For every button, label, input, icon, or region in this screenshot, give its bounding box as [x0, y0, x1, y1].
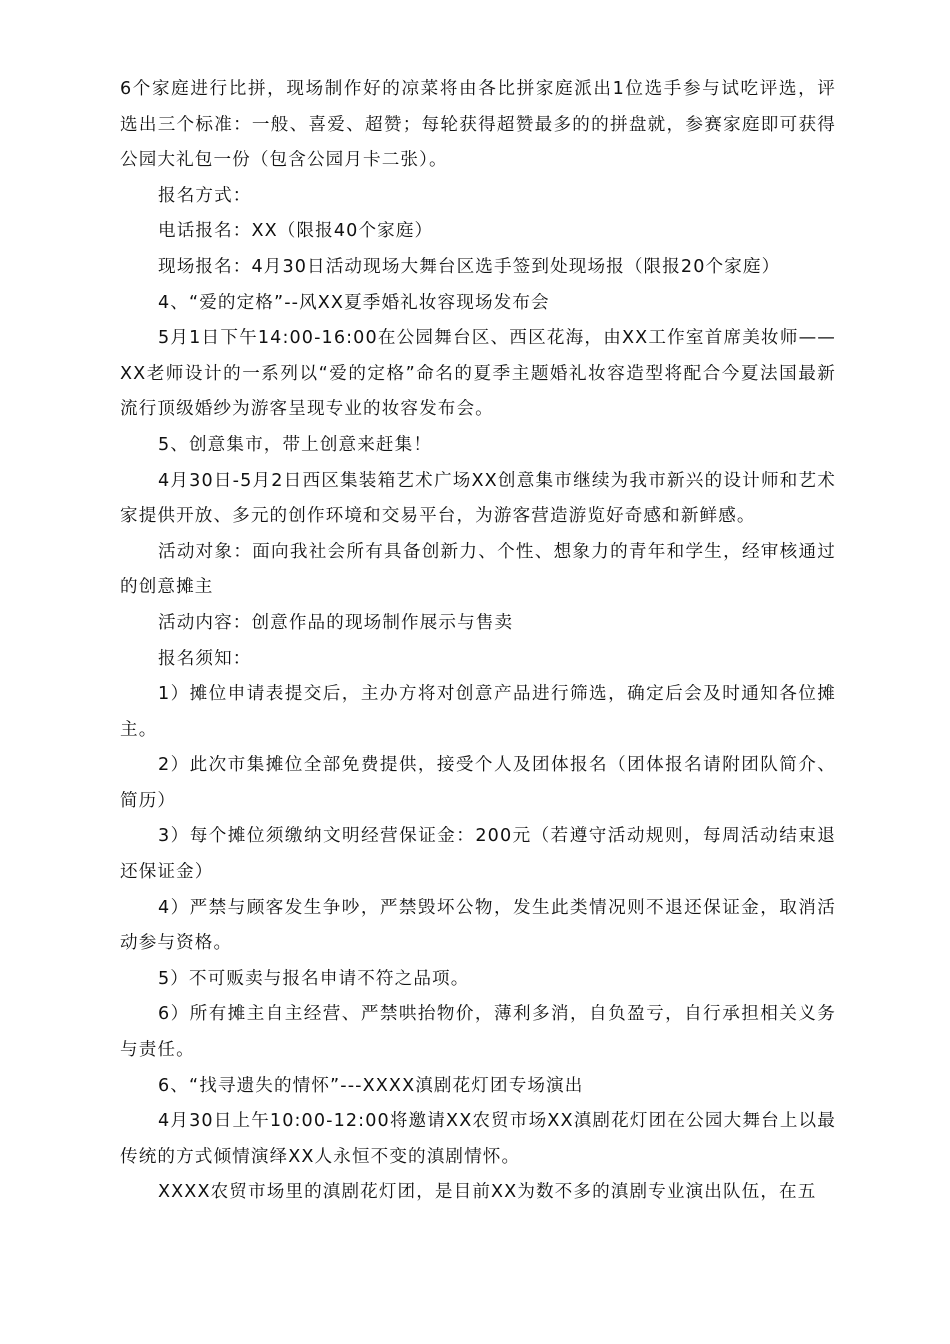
list-item: 4）严禁与顾客发生争吵，严禁毁坏公物，发生此类情况则不退还保证金，取消活动参与资格。: [120, 897, 836, 954]
paragraph: 4月30日上午10:00-12:00将邀请XX农贸市场XX滇剧花灯团在公园大舞台上以最传统的方式倾情演绎XX人永恒不变的滇剧情怀。: [120, 1111, 836, 1167]
paragraph: 活动内容：创意作品的现场制作展示与售卖: [158, 612, 514, 633]
paragraph: 现场报名：4月30日活动现场大舞台区选手签到处现场报（限报20个家庭）: [158, 256, 781, 277]
list-item: 5）不可贩卖与报名申请不符之品项。: [158, 968, 470, 989]
paragraph: 4月30日-5月2日西区集装箱艺术广场XX创意集市继续为我市新兴的设计师和艺术家提供开放、多元的创作环境和交易平台，为游客营造游览好奇感和新鲜感。: [120, 470, 836, 527]
paragraph: 报名须知：: [158, 648, 252, 669]
list-item: 6）所有摊主自主经营、严禁哄抬物价，薄利多消，自负盈亏，自行承担相关义务与责任。: [120, 1004, 836, 1061]
section-heading: 6、“找寻遗失的情怀”---XXXX滇剧花灯团专场演出: [158, 1075, 584, 1096]
paragraph: 报名方式：: [158, 185, 252, 206]
document-body: [120, 72, 836, 1211]
paragraph: 电话报名：XX（限报40个家庭）: [158, 221, 434, 242]
list-item: 2）此次市集摊位全部免费提供，接受个人及团体报名（团体报名请附团队简介、简历）: [120, 755, 836, 811]
section-heading: 5、创意集市，带上创意来赶集！: [158, 434, 433, 455]
paragraph: XXXX农贸市场里的滇剧花灯团，是目前XX为数不多的滇剧专业演出队伍，在五: [158, 1182, 817, 1203]
section-heading: 4、“爱的定格”--风XX夏季婚礼妆容现场发布会: [158, 292, 550, 313]
paragraph: 5月1日下午14:00-16:00在公园舞台区、西区花海，由XX工作室首席美妆师——XX老师设计的一系列以“爱的定格”命名的夏季主题婚礼妆容造型将配合今夏法国最新流行顶级婚纱为游客呈现专业的妆容发布会。: [120, 328, 836, 420]
paragraph: 6个家庭进行比拼，现场制作好的凉菜将由各比拼家庭派出1位选手参与试吃评选，评选出三个标准：一般、喜爱、超赞；每轮获得超赞最多的的拼盘就，参赛家庭即可获得公园大礼包一份（包含公园月卡二张）。: [120, 79, 836, 171]
paragraph: 活动对象：面向我社会所有具备创新力、个性、想象力的青年和学生，经审核通过的创意摊主: [120, 541, 836, 598]
list-item: 3）每个摊位须缴纳文明经营保证金：200元（若遵守活动规则，每周活动结束退还保证金）: [120, 826, 836, 883]
list-item: 1）摊位申请表提交后，主办方将对创意产品进行筛选，确定后会及时通知各位摊主。: [120, 684, 836, 740]
